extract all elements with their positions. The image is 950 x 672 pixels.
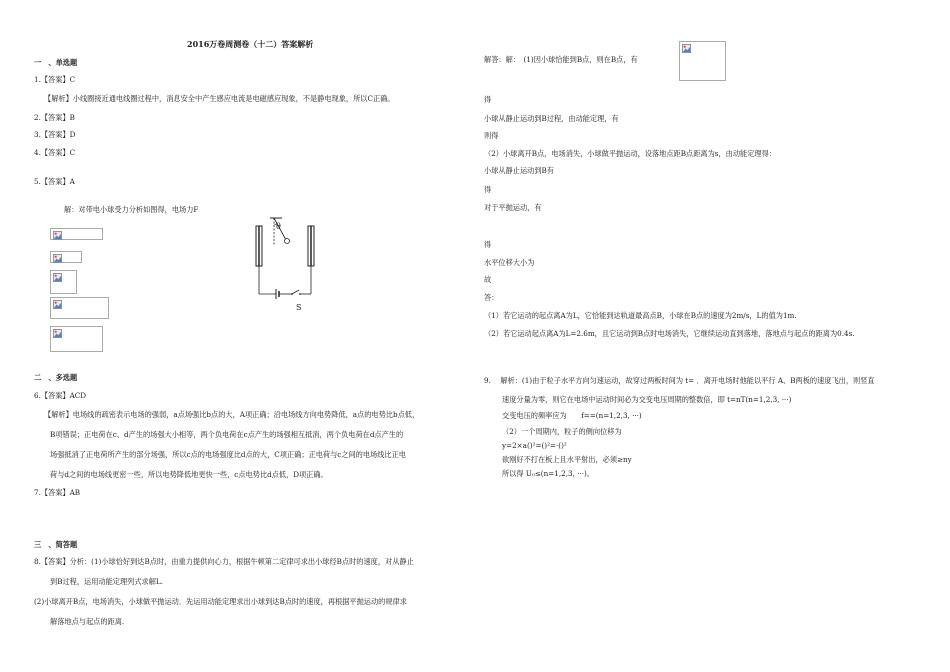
q2-answer: 2.【答案】B [34, 113, 75, 122]
q6-answer: 6.【答案】ACD [34, 391, 87, 400]
r-line11: 故 [484, 275, 492, 284]
q9-line5: y=2×a()²=()²=·()² [502, 441, 567, 450]
r-line12: 答： [484, 293, 499, 302]
broken-image-icon [50, 251, 82, 263]
q1-explanation: 【解析】小线圈接近通电线圈过程中，消息安全中产生感应电流是电磁感应现象，不是静电现象，所以C正确。 [44, 94, 395, 103]
page-title: 2016万卷周测卷（十二）答案解析 [187, 39, 314, 49]
broken-image-icon [50, 270, 77, 294]
q5-answer: 5.【答案】A [34, 177, 75, 186]
r-line4: 则得 [484, 131, 499, 140]
q8-line4: 解落地点与起点的距离. [50, 617, 125, 626]
theta-label: θ [276, 222, 281, 231]
q8-line2: 到B过程，运用动能定理列式求解L. [50, 577, 163, 586]
q8-line1: 8.【答案】分析：(1)小球恰好到达B点时，由重力提供向心力，根据牛顿第二定律可求出小球经B点时的速度，对从静止 [34, 557, 414, 566]
section-multi-choice: 二 、多选题 [34, 373, 78, 382]
broken-image-icon [679, 41, 726, 81]
q9-line6: 欲刚好不打在板上且水平射出，必须≥ny [502, 455, 632, 464]
r-solution-line1: 解答：解： (1)因小球恰能到B点，则在B点，有 [484, 55, 638, 64]
q8-line3: (2)小球离开B点，电场消失，小球做平抛运动．先运用动能定理求出小球到达B点时的速度，再根据平抛运动的规律求 [34, 597, 407, 606]
capacitor-pendulum-diagram [240, 208, 330, 318]
q6-explanation-line4: 荷与d之间的电场线更密一些，所以电势降低地更快一些，c点电势比d点低，D项正确。 [50, 470, 328, 479]
r-line2: 得 [484, 95, 492, 104]
q5-explanation: 解：对带电小球受力分析如图得，电场力F [64, 205, 199, 214]
switch-label: S [296, 303, 302, 312]
q9-line3: 交变电压的频率应为 f==(n=1,2,3, ···) [502, 411, 642, 420]
r-line8: 对于平抛运动，有 [484, 203, 542, 212]
q4-answer: 4.【答案】C [34, 148, 76, 157]
section-short-answer: 三 、简答题 [34, 540, 78, 549]
q6-explanation-line1: 【解析】电场线的疏密表示电场的强弱，a点场强比b点的大，A项正确；沿电场线方向电势降低，a点的电势比b点低， [44, 410, 420, 419]
r-answer-2: （2）若它运动起点离A为L=2.6m，且它运动到B点时电场消失，它继续运动直到落地，落地点与起点的距离为0.4s. [484, 329, 855, 338]
q7-answer: 7.【答案】AB [34, 488, 81, 497]
q9-line2: 速度分量为零，则它在电场中运动时间必为交变电压周期的整数倍，即 t=nT(n=1,2,3, ···) [502, 395, 792, 404]
q9-line7: 所以得 U₀≤(n=1,2,3, ···)。 [502, 469, 594, 478]
q6-explanation-line3: 场强抵消了正电荷所产生的部分场强，所以c点的电场强度比d点的大，C项正确；正电荷与c之间的电场线比正电 [50, 450, 406, 459]
broken-image-icon [50, 297, 109, 319]
q9-line1: 9. 解析：(1)由于粒子水平方向匀速运动，故穿过两板时间为 t= ．离开电场时他能以平行 A、B两板的速度飞出，则竖直 [484, 376, 875, 385]
broken-image-icon [50, 228, 103, 240]
q3-answer: 3.【答案】D [34, 130, 76, 139]
broken-image-icon [50, 326, 103, 352]
r-line7: 得 [484, 185, 492, 194]
r-line5: （2）小球离开B点，电场消失，小球做平抛运动，设落地点距B点距离为s，由动能定理得： [484, 149, 776, 158]
q9-line4: （2）一个周期内，粒子的侧向位移为 [502, 427, 622, 436]
r-line9: 得 [484, 240, 492, 249]
r-line3: 小球从静止运动到B过程，由动能定理，有 [484, 114, 619, 123]
q6-explanation-line2: B项错误；正电荷在c、d产生的场强大小相等，两个负电荷在c点产生的场强相互抵消，两个负电荷在d点产生的 [50, 430, 404, 439]
q1-answer: 1.【答案】C [34, 75, 76, 84]
r-answer-1: （1）若它运动的起点离A为L，它恰能到达轨道最高点B，小球在B点的速度为2m/s，L的值为1m. [484, 311, 797, 320]
section-single-choice: 一 、单选题 [34, 58, 78, 67]
r-line10: 水平位移大小为 [484, 258, 535, 267]
r-line6: 小球从静止运动到B有 [484, 166, 554, 175]
